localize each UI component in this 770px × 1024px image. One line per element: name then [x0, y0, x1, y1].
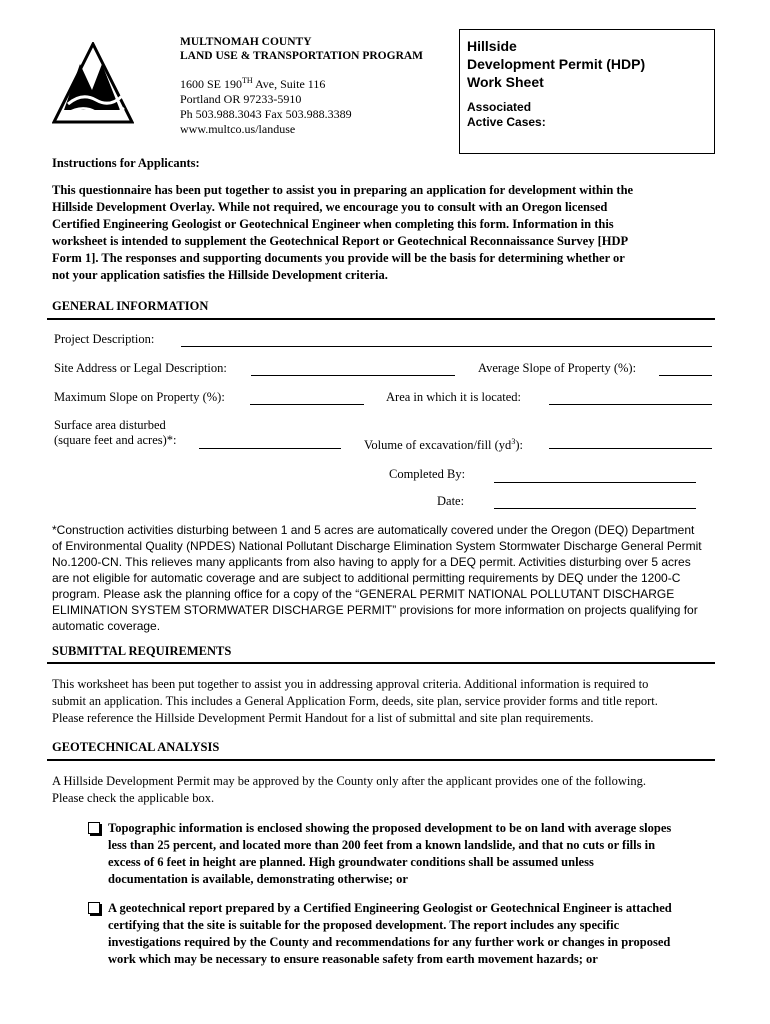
geotech-intro-line: A Hillside Development Permit may be approved by the County only after the applicant provides one of the following. — [52, 774, 646, 788]
footnote-line: of Environmental Quality (NPDES) National Pollutant Discharge Elimination System Stormwater Discharge General Permit — [52, 539, 702, 553]
address-city: Portland OR 97233-5910 — [180, 92, 302, 106]
option-line: work which may be necessary to ensure reasonable safety from earth movement hazards; or — [108, 952, 598, 966]
volume-label — [364, 434, 523, 453]
footnote — [52, 522, 702, 634]
address-street: 1600 SE 190 — [180, 77, 243, 91]
completed-by-label: Completed By: — [389, 467, 466, 481]
instructions-line: Form 1]. The responses and supporting documents you provide will be the basis for determining whether or — [52, 251, 625, 265]
associated-label-1: Associated — [467, 100, 532, 114]
average-slope-label: Average Slope of Property (%): — [478, 361, 637, 375]
footnote-line: automatic coverage. — [52, 619, 161, 633]
submittal-heading: SUBMITTAL REQUIREMENTS — [52, 644, 232, 658]
geotech-heading: GEOTECHNICAL ANALYSIS — [52, 740, 220, 754]
instructions-heading: Instructions for Applicants: — [52, 156, 200, 170]
option-geotechnical-report-text — [108, 900, 672, 968]
volume-sup: 3 — [511, 437, 516, 446]
title-line-3: Work Sheet — [467, 74, 544, 90]
submittal-line: This worksheet has been put together to assist you in addressing approval criteria. Additional information is required to — [52, 677, 649, 691]
instructions-body — [52, 182, 633, 284]
volume-field[interactable] — [549, 448, 712, 449]
option-topographic-checkbox[interactable] — [88, 821, 100, 839]
instructions-line: Hillside Development Overlay. While not required, we encourage you to consult with an Oregon licensed — [52, 200, 608, 214]
option-line: excess of 6 feet in height are planned. High groundwater conditions shall be assumed unless — [108, 855, 594, 869]
geotech-intro-line: Please check the applicable box. — [52, 791, 215, 805]
site-address-label: Site Address or Legal Description: — [54, 361, 227, 375]
instructions-line: worksheet is intended to supplement the Geotechnical Report or Geotechnical Reconnaissance Survey [HDP — [52, 234, 629, 248]
option-line: investigations required by the County and recommendations for any further work or changes in proposed — [108, 935, 671, 949]
project-description-label: Project Description: — [54, 332, 155, 346]
geotech-divider — [47, 759, 715, 761]
org-name: MULTNOMAH COUNTY — [180, 36, 312, 48]
address-sup: TH — [242, 76, 253, 85]
footnote-line: *Construction activities disturbing between 1 and 5 acres are automatically covered under the Oregon (DEQ) Department — [52, 523, 695, 537]
surface-area-field[interactable] — [199, 448, 341, 449]
submittal-line: Please reference the Hillside Development Permit Handout for a list of submittal and site plan requirements. — [52, 711, 594, 725]
area-field[interactable] — [549, 404, 712, 405]
title-box — [459, 29, 715, 154]
option-line: less than 25 percent, and located more than 200 feet from a known landslide, and that no cuts or fills in — [108, 838, 656, 852]
org-address — [180, 73, 352, 137]
instructions-line: not your application satisfies the Hillside Development criteria. — [52, 268, 388, 282]
title-line-2: Development Permit (HDP) — [467, 56, 646, 72]
option-line: certifying that the site is suitable for the proposed development. The report includes any specific — [108, 918, 620, 932]
instructions-line: This questionnaire has been put together to assist you in preparing an application for development within the — [52, 183, 634, 197]
submittal-body — [52, 676, 658, 727]
date-label: Date: — [437, 494, 465, 508]
site-address-field[interactable] — [251, 375, 455, 376]
checkbox-icon — [88, 902, 100, 914]
surface-area-line-1: Surface area disturbed — [54, 418, 166, 432]
general-heading: GENERAL INFORMATION — [52, 299, 209, 313]
org-program: LAND USE & TRANSPORTATION PROGRAM — [180, 50, 424, 62]
project-description-field[interactable] — [181, 346, 712, 347]
associated-cases — [467, 100, 546, 130]
county-logo — [52, 42, 134, 124]
date-field[interactable] — [494, 508, 696, 509]
title-line-1: Hillside — [467, 38, 517, 54]
average-slope-field[interactable] — [659, 375, 712, 376]
maximum-slope-field[interactable] — [250, 404, 364, 405]
submittal-divider — [47, 662, 715, 664]
completed-by-field[interactable] — [494, 482, 696, 483]
option-line: documentation is available, demonstrating otherwise; or — [108, 872, 408, 886]
form-title — [467, 37, 645, 91]
associated-label-2: Active Cases: — [467, 115, 546, 129]
footnote-line: program. Please ask the planning office for a copy of the “GENERAL PERMIT NATIONAL POLLUTANT DISCHARGE — [52, 587, 675, 601]
surface-area-line-2: (square feet and acres)*: — [54, 433, 177, 447]
area-label: Area in which it is located: — [386, 390, 522, 404]
org-header — [180, 35, 423, 63]
address-web: www.multco.us/landuse — [180, 122, 296, 136]
surface-area-label — [54, 418, 177, 448]
general-divider — [47, 318, 715, 320]
footnote-line: ELIMINATION SYSTEM STORMWATER DISCHARGE PERMIT” provisions for more information on projects qualifying for — [52, 603, 698, 617]
option-line: Topographic information is enclosed showing the proposed development to be on land with average slopes — [108, 821, 672, 835]
address-suite: Ave, Suite 116 — [252, 77, 326, 91]
option-geotechnical-report-checkbox[interactable] — [88, 901, 100, 919]
footnote-line: No.1200-CN. This relieves many applicants from also having to apply for a DEQ permit. Activities disturbing over 5 acres — [52, 555, 691, 569]
address-phone: Ph 503.988.3043 Fax 503.988.3389 — [180, 107, 352, 121]
volume-label-end: ): — [515, 438, 523, 453]
footnote-line: are not eligible for automatic coverage and are subject to additional permitting requirements by DEQ under the 1200-C — [52, 571, 681, 585]
option-topographic-text — [108, 820, 671, 888]
submittal-line: submit an application. This includes a General Application Form, deeds, site plan, service provider forms and title report. — [52, 694, 658, 708]
maximum-slope-label: Maximum Slope on Property (%): — [54, 390, 225, 404]
geotech-intro — [52, 773, 646, 807]
option-line: A geotechnical report prepared by a Certified Engineering Geologist or Geotechnical Engineer is attached — [108, 901, 672, 915]
volume-label-text: Volume of excavation/fill (yd — [364, 438, 512, 453]
instructions-line: Certified Engineering Geologist or Geotechnical Engineer when completing this form. Information in this — [52, 217, 614, 231]
checkbox-icon — [88, 822, 100, 834]
